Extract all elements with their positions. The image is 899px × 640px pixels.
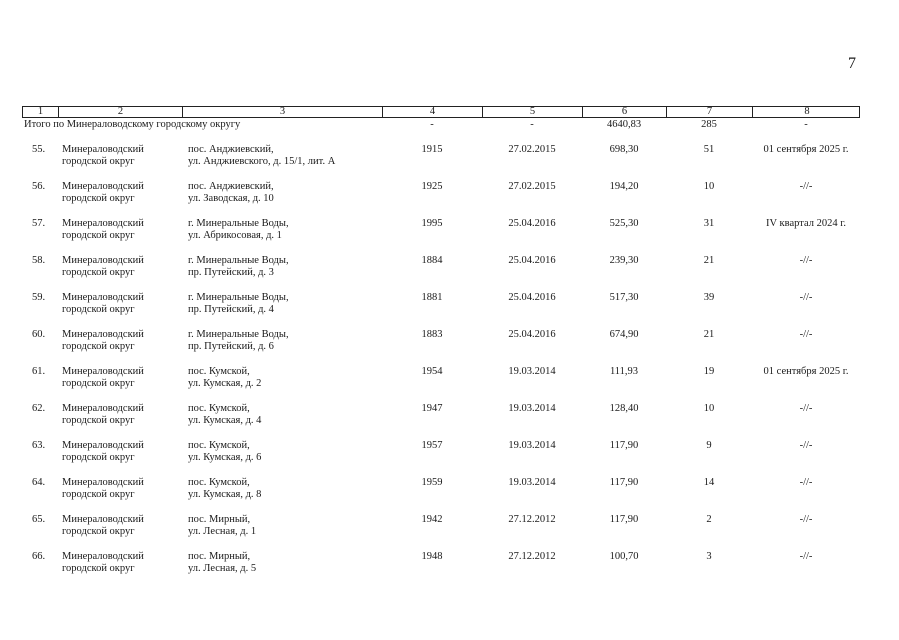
- row-address-line: г. Минеральные Воды,: [188, 292, 289, 303]
- row-area: [582, 403, 666, 415]
- row-term: [752, 514, 860, 526]
- row-district: [58, 440, 182, 464]
- row-area: [582, 440, 666, 452]
- row-number: [22, 403, 58, 415]
- row-area-line: 111,93: [609, 366, 639, 377]
- row-count: [666, 292, 752, 304]
- row-address: [182, 255, 382, 279]
- row-address-line: г. Минеральные Воды,: [188, 329, 289, 340]
- row-address-line: пр. Путейский, д. 6: [188, 341, 274, 352]
- row-area-line: 239,30: [609, 255, 639, 266]
- row-number-line: 62.: [32, 403, 46, 414]
- row-district-line: городской округ: [62, 378, 135, 389]
- row-district-line: Минераловодский: [62, 477, 144, 488]
- row-address-line: пр. Путейский, д. 4: [188, 304, 274, 315]
- row-year: [382, 144, 482, 156]
- row-number: [22, 514, 58, 526]
- row-term-line: -//-: [799, 292, 813, 303]
- row-number-line: 63.: [32, 440, 46, 451]
- row-date-line: 19.03.2014: [508, 477, 556, 488]
- row-count: [666, 144, 752, 156]
- row-date: [482, 551, 582, 563]
- row-term: [752, 218, 860, 230]
- row-district-line: городской округ: [62, 267, 135, 278]
- row-area: [582, 366, 666, 378]
- row-address-line: ул. Абрикосовая, д. 1: [188, 230, 282, 241]
- header-col-3: 3: [183, 107, 383, 117]
- row-number: [22, 292, 58, 304]
- row-count-line: 14: [703, 477, 715, 488]
- header-col-7: 7: [667, 107, 753, 117]
- row-count-line: 51: [703, 144, 715, 155]
- row-count-line: 2: [706, 514, 712, 525]
- row-number: [22, 366, 58, 378]
- row-district: [58, 255, 182, 279]
- row-year: [382, 403, 482, 415]
- row-address: [182, 440, 382, 464]
- row-date-line: 19.03.2014: [508, 403, 556, 414]
- row-date: [482, 403, 582, 415]
- row-district: [58, 329, 182, 353]
- row-address: [182, 477, 382, 501]
- row-area: [582, 181, 666, 193]
- row-address-line: пос. Кумской,: [188, 366, 250, 377]
- row-term-line: -//-: [799, 255, 813, 266]
- row-address: [182, 551, 382, 575]
- row-district-line: Минераловодский: [62, 514, 144, 525]
- table-row: [22, 403, 860, 433]
- row-area: [582, 551, 666, 563]
- row-district-line: городской округ: [62, 489, 135, 500]
- row-area: [582, 144, 666, 156]
- row-district: [58, 366, 182, 390]
- row-address: [182, 329, 382, 353]
- row-address-line: пос. Кумской,: [188, 440, 250, 451]
- row-year: [382, 329, 482, 341]
- row-date: [482, 292, 582, 304]
- row-number-line: 56.: [32, 181, 46, 192]
- row-year: [382, 440, 482, 452]
- row-year: [382, 255, 482, 267]
- row-district-line: Минераловодский: [62, 329, 144, 340]
- table-row: [22, 477, 860, 507]
- table-row: [22, 329, 860, 359]
- header-col-4: 4: [383, 107, 483, 117]
- row-area: [582, 255, 666, 267]
- row-term: [752, 181, 860, 193]
- row-area-line: 674,90: [609, 329, 639, 340]
- row-count-line: 3: [706, 551, 712, 562]
- row-date: [482, 477, 582, 489]
- row-year-line: 1942: [421, 514, 443, 525]
- row-district: [58, 144, 182, 168]
- row-date: [482, 255, 582, 267]
- row-number: [22, 218, 58, 230]
- row-address: [182, 292, 382, 316]
- total-col-4: -: [430, 119, 434, 130]
- header-col-5: 5: [483, 107, 583, 117]
- row-term-line: -//-: [799, 551, 813, 562]
- row-date: [482, 144, 582, 156]
- header-col-6: 6: [583, 107, 667, 117]
- row-count: [666, 366, 752, 378]
- row-year: [382, 514, 482, 526]
- row-year-line: 1883: [421, 329, 443, 340]
- row-number-line: 58.: [32, 255, 46, 266]
- row-term-line: -//-: [799, 477, 813, 488]
- row-number-line: 55.: [32, 144, 46, 155]
- row-area: [582, 218, 666, 230]
- row-district-line: городской округ: [62, 304, 135, 315]
- row-district: [58, 477, 182, 501]
- row-year-line: 1948: [421, 551, 443, 562]
- row-area-line: 100,70: [609, 551, 639, 562]
- row-district-line: городской округ: [62, 230, 135, 241]
- row-date: [482, 440, 582, 452]
- row-district-line: Минераловодский: [62, 366, 144, 377]
- row-term: [752, 551, 860, 563]
- row-term: [752, 329, 860, 341]
- row-count: [666, 440, 752, 452]
- row-number-line: 66.: [32, 551, 46, 562]
- row-district-line: Минераловодский: [62, 292, 144, 303]
- row-area: [582, 477, 666, 489]
- table-row: [22, 181, 860, 211]
- row-district-line: Минераловодский: [62, 144, 144, 155]
- row-count: [666, 181, 752, 193]
- row-term: [752, 477, 860, 489]
- row-district-line: городской округ: [62, 526, 135, 537]
- row-term-line: -//-: [799, 181, 813, 192]
- row-district-line: Минераловодский: [62, 181, 144, 192]
- row-address-line: г. Минеральные Воды,: [188, 218, 289, 229]
- row-number: [22, 477, 58, 489]
- total-col-5: -: [530, 119, 534, 130]
- row-area-line: 698,30: [609, 144, 639, 155]
- row-count: [666, 551, 752, 563]
- row-count: [666, 403, 752, 415]
- row-area-line: 117,90: [609, 477, 639, 488]
- row-date-line: 25.04.2016: [508, 292, 556, 303]
- row-district-line: городской округ: [62, 452, 135, 463]
- table-row: [22, 218, 860, 248]
- page-number: 7: [848, 55, 856, 72]
- row-number-line: 64.: [32, 477, 46, 488]
- row-year: [382, 551, 482, 563]
- row-term-line: 01 сентября 2025 г.: [763, 144, 849, 155]
- row-area-line: 525,30: [609, 218, 639, 229]
- row-date: [482, 218, 582, 230]
- row-number-line: 60.: [32, 329, 46, 340]
- row-term-line: -//-: [799, 329, 813, 340]
- row-district: [58, 218, 182, 242]
- table-row: [22, 144, 860, 174]
- row-count-line: 31: [703, 218, 715, 229]
- table-header-row: [22, 106, 860, 118]
- row-count-line: 10: [703, 181, 715, 192]
- row-number: [22, 329, 58, 341]
- row-address-line: пос. Анджиевский,: [188, 181, 274, 192]
- row-district-line: городской округ: [62, 341, 135, 352]
- row-year: [382, 181, 482, 193]
- row-area-line: 194,20: [609, 181, 639, 192]
- row-address-line: ул. Лесная, д. 5: [188, 563, 257, 574]
- header-col-8: 8: [804, 106, 810, 117]
- row-term-line: -//-: [799, 514, 813, 525]
- row-date: [482, 329, 582, 341]
- table-row: [22, 551, 860, 581]
- row-count: [666, 477, 752, 489]
- total-area: 4640,83: [606, 119, 642, 130]
- row-year: [382, 292, 482, 304]
- row-date-line: 19.03.2014: [508, 366, 556, 377]
- row-date: [482, 181, 582, 193]
- row-number-line: 65.: [32, 514, 46, 525]
- row-area-line: 517,30: [609, 292, 639, 303]
- row-count-line: 19: [703, 366, 715, 377]
- row-district-line: Минераловодский: [62, 551, 144, 562]
- row-address: [182, 403, 382, 427]
- row-district: [58, 403, 182, 427]
- row-date-line: 19.03.2014: [508, 440, 556, 451]
- row-number-line: 59.: [32, 292, 46, 303]
- row-address-line: ул. Кумская, д. 8: [188, 489, 262, 500]
- header-col-1: 1: [23, 107, 59, 117]
- row-term-line: IV квартал 2024 г.: [766, 218, 846, 229]
- row-count: [666, 255, 752, 267]
- row-date-line: 25.04.2016: [508, 218, 556, 229]
- row-date-line: 27.02.2015: [508, 144, 556, 155]
- row-address-line: ул. Кумская, д. 4: [188, 415, 262, 426]
- row-count: [666, 514, 752, 526]
- row-area: [582, 514, 666, 526]
- row-address: [182, 144, 382, 168]
- row-term: [752, 255, 860, 267]
- row-area-line: 117,90: [609, 440, 639, 451]
- row-year-line: 1915: [421, 144, 443, 155]
- row-count-line: 39: [703, 292, 715, 303]
- row-term: [752, 144, 860, 156]
- table-row: [22, 292, 860, 322]
- row-address-line: ул. Кумская, д. 2: [188, 378, 262, 389]
- row-address-line: ул. Заводская, д. 10: [188, 193, 274, 204]
- row-term: [752, 440, 860, 452]
- row-number: [22, 255, 58, 267]
- row-address: [182, 218, 382, 242]
- row-district: [58, 551, 182, 575]
- row-count-line: 10: [703, 403, 715, 414]
- row-district-line: Минераловодский: [62, 255, 144, 266]
- row-address-line: г. Минеральные Воды,: [188, 255, 289, 266]
- row-area-line: 117,90: [609, 514, 639, 525]
- row-date-line: 27.02.2015: [508, 181, 556, 192]
- row-address-line: ул. Анджиевского, д. 15/1, лит. А: [188, 156, 336, 167]
- table-row: [22, 366, 860, 396]
- row-district: [58, 181, 182, 205]
- table-row: [22, 514, 860, 544]
- row-number-line: 61.: [32, 366, 46, 377]
- row-address-line: пос. Кумской,: [188, 477, 250, 488]
- row-year-line: 1881: [421, 292, 443, 303]
- row-year-line: 1959: [421, 477, 443, 488]
- row-term: [752, 292, 860, 304]
- row-district-line: городской округ: [62, 156, 135, 167]
- row-district-line: городской округ: [62, 193, 135, 204]
- row-address: [182, 514, 382, 538]
- row-address: [182, 181, 382, 205]
- table-row: [22, 440, 860, 470]
- row-area: [582, 329, 666, 341]
- row-date: [482, 514, 582, 526]
- row-number: [22, 181, 58, 193]
- row-address-line: ул. Кумская, д. 6: [188, 452, 262, 463]
- row-date: [482, 366, 582, 378]
- header-col-2: 2: [59, 107, 183, 117]
- table-row: [22, 255, 860, 285]
- row-count-line: 9: [706, 440, 712, 451]
- row-count: [666, 329, 752, 341]
- row-district-line: городской округ: [62, 563, 135, 574]
- total-col-8: -: [804, 119, 808, 130]
- row-term-line: 01 сентября 2025 г.: [763, 366, 849, 377]
- row-district-line: Минераловодский: [62, 440, 144, 451]
- row-year-line: 1925: [421, 181, 443, 192]
- row-number: [22, 144, 58, 156]
- row-count: [666, 218, 752, 230]
- row-number: [22, 551, 58, 563]
- row-address-line: пос. Мирный,: [188, 551, 251, 562]
- row-district-line: Минераловодский: [62, 403, 144, 414]
- row-term-line: -//-: [799, 440, 813, 451]
- row-term-line: -//-: [799, 403, 813, 414]
- total-label: Итого по Минераловодскому городскому округу: [24, 119, 241, 130]
- row-address-line: ул. Лесная, д. 1: [188, 526, 257, 537]
- row-area: [582, 292, 666, 304]
- row-year-line: 1947: [421, 403, 443, 414]
- row-year: [382, 477, 482, 489]
- row-year-line: 1957: [421, 440, 443, 451]
- row-year-line: 1995: [421, 218, 443, 229]
- row-district-line: городской округ: [62, 415, 135, 426]
- row-address-line: пр. Путейский, д. 3: [188, 267, 274, 278]
- total-row: [22, 119, 860, 133]
- row-year-line: 1884: [421, 255, 443, 266]
- row-address-line: пос. Мирный,: [188, 514, 251, 525]
- row-district: [58, 292, 182, 316]
- row-district-line: Минераловодский: [62, 218, 144, 229]
- row-count-line: 21: [703, 255, 715, 266]
- row-date-line: 25.04.2016: [508, 255, 556, 266]
- row-term: [752, 366, 860, 378]
- row-date-line: 27.12.2012: [508, 514, 556, 525]
- row-address: [182, 366, 382, 390]
- row-year-line: 1954: [421, 366, 443, 377]
- row-date-line: 25.04.2016: [508, 329, 556, 340]
- total-count: 285: [701, 119, 717, 130]
- row-district: [58, 514, 182, 538]
- row-number-line: 57.: [32, 218, 46, 229]
- row-number: [22, 440, 58, 452]
- row-year: [382, 366, 482, 378]
- row-address-line: пос. Кумской,: [188, 403, 250, 414]
- row-address-line: пос. Анджиевский,: [188, 144, 274, 155]
- row-area-line: 128,40: [609, 403, 639, 414]
- row-term: [752, 403, 860, 415]
- row-year: [382, 218, 482, 230]
- row-count-line: 21: [703, 329, 715, 340]
- row-date-line: 27.12.2012: [508, 551, 556, 562]
